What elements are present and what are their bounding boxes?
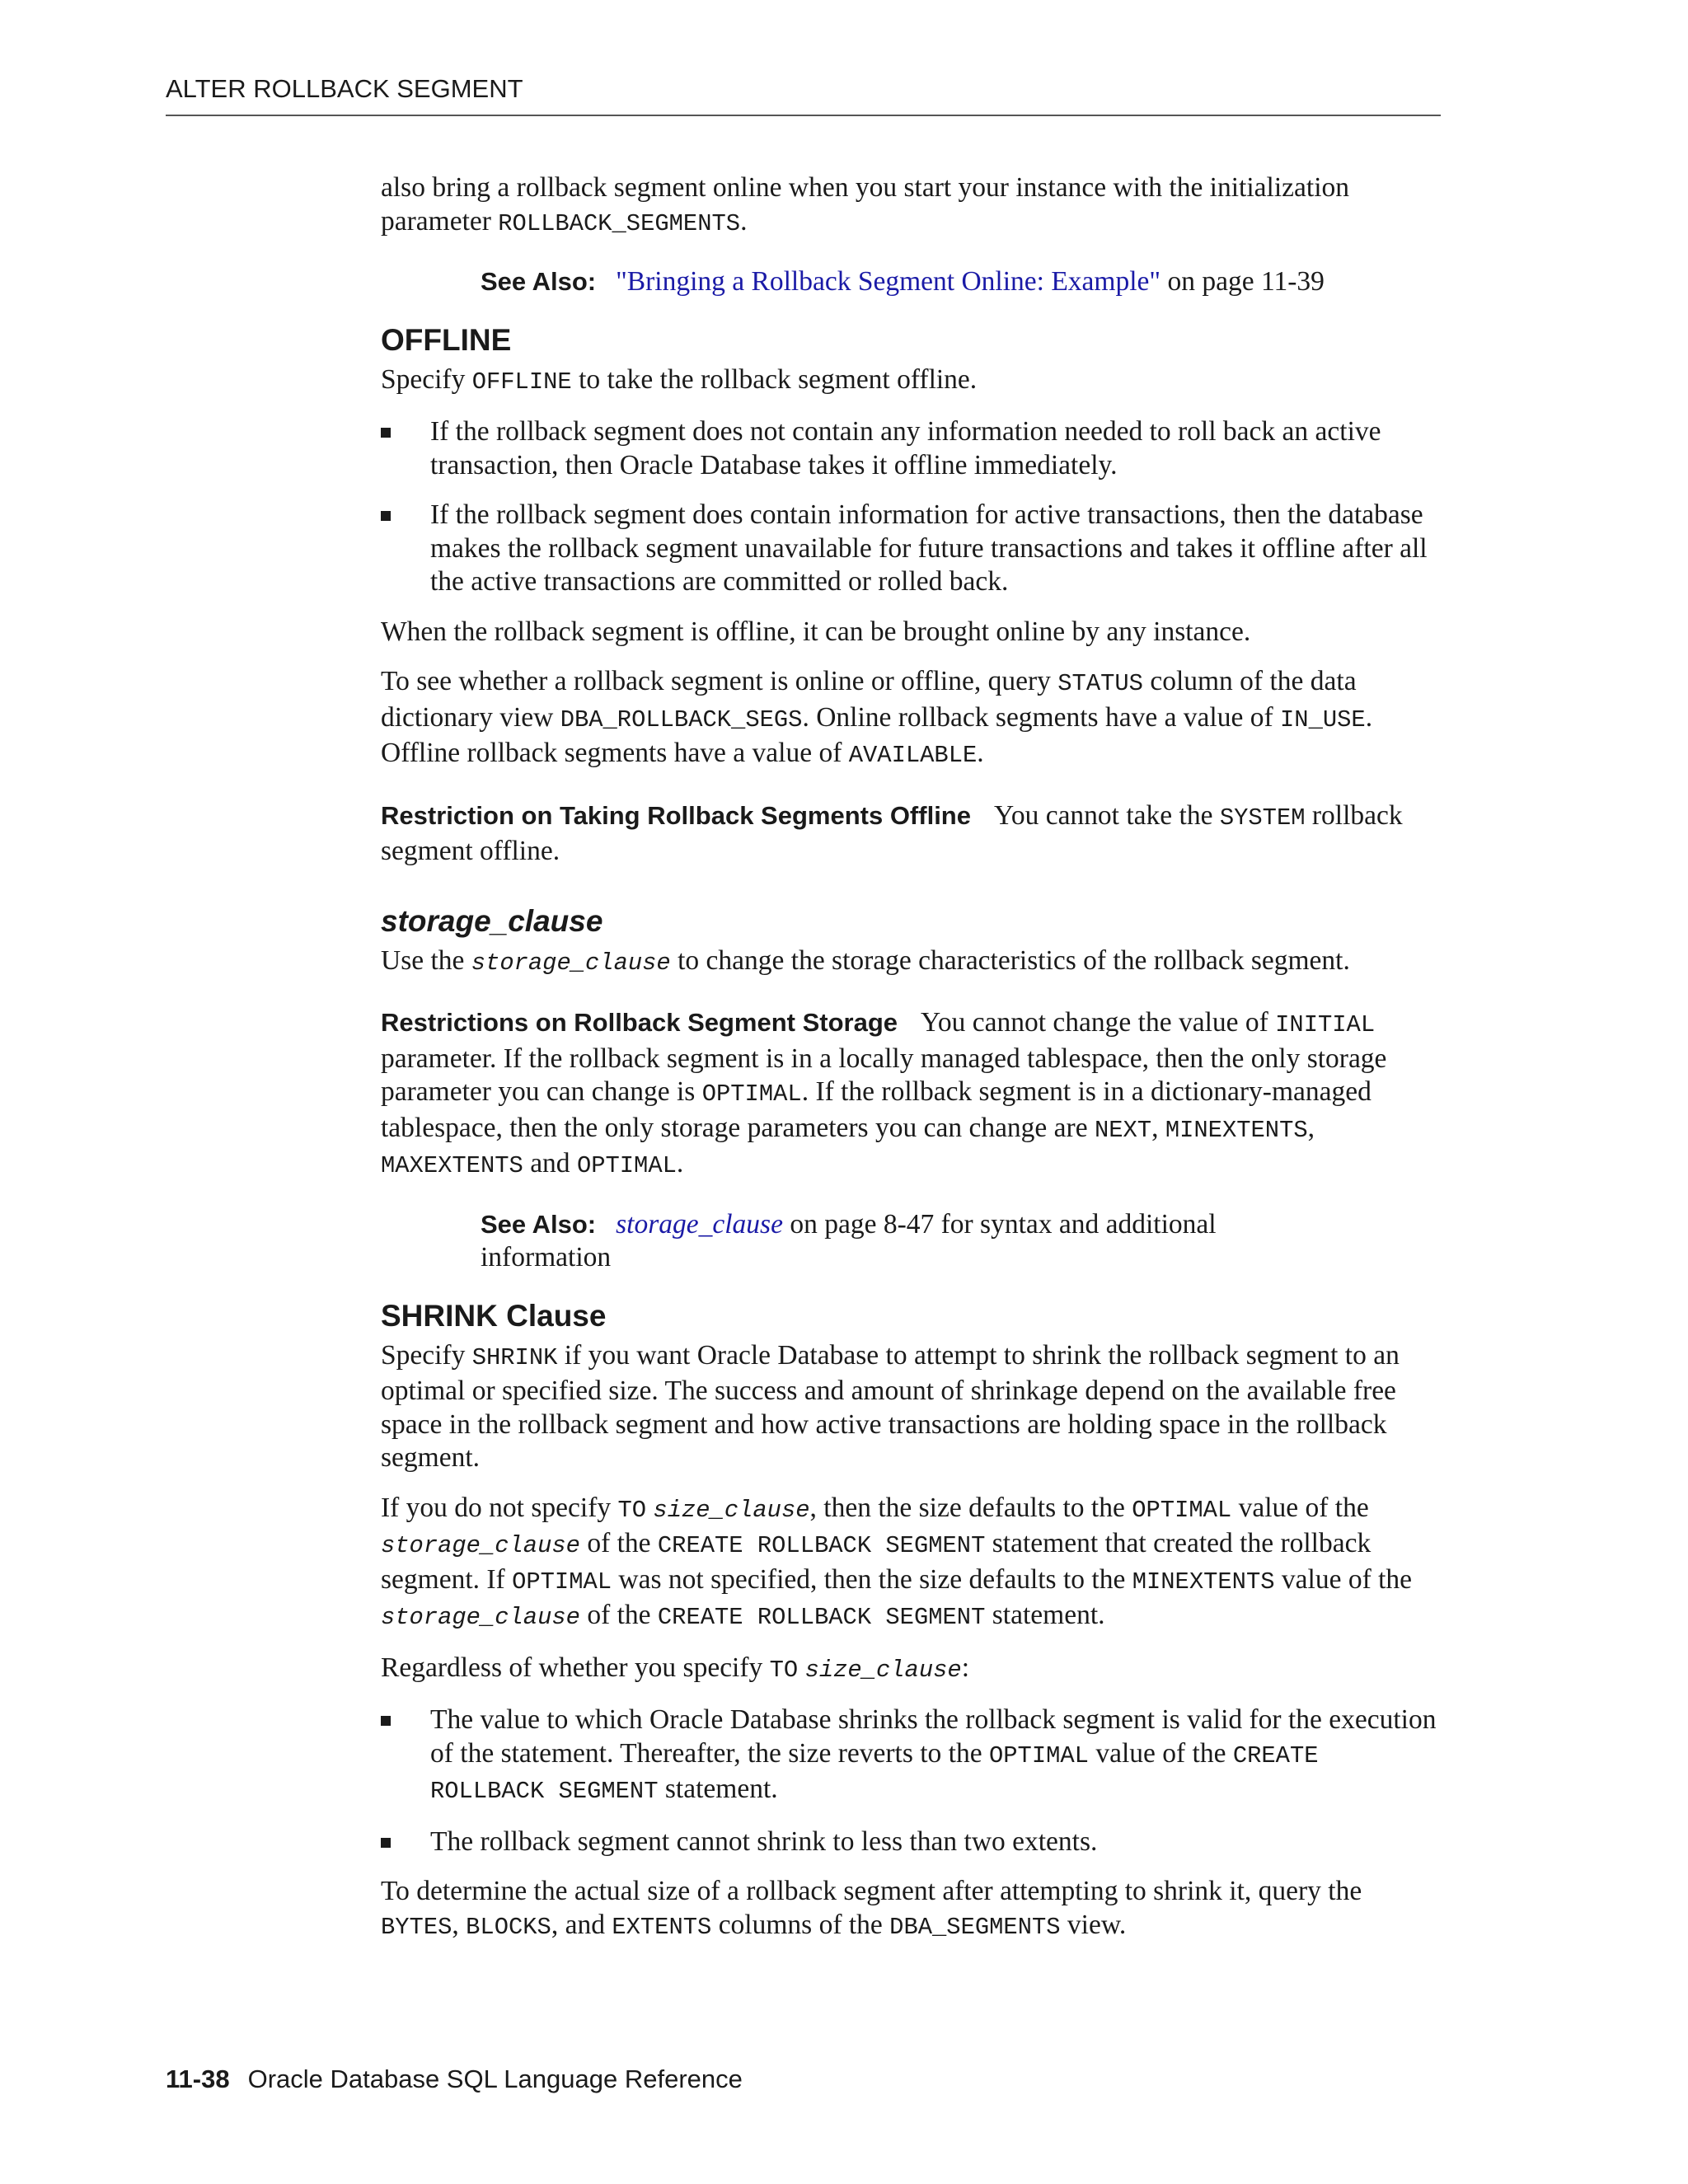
see-also-label: See Also: — [481, 1209, 597, 1239]
shrink-intro: Specify SHRINK if you want Oracle Database to attempt to shrink the rollback segment to an optimal or specified size. The success and amount of shrinkage depend on the available free space in the rollback segment and how active transactions are holding space in the rollback segment. — [381, 1339, 1400, 1473]
intro-paragraph: also bring a rollback segment online when you start your instance with the initialization parameter ROLLBACK_SEGMENTS. — [381, 172, 1350, 237]
page-footer — [166, 2064, 743, 2094]
list-item: The rollback segment cannot shrink to less than two extents. — [381, 1825, 1444, 1859]
shrink-size-defaults: If you do not specify TO size_clause, then the size defaults to the OPTIMAL value of the storage_clause of the CREATE ROLLBACK SEGMENT statement that created the rollback segment. If OPTIMAL was not specified, then the size defaults to the MINEXTENTS value of the storage_clause of the CREATE ROLLBACK SEGMENT statement. — [381, 1492, 1413, 1631]
list-item: If the rollback segment does contain information for active transactions, then the database makes the rollback segment unavailable for future transactions and takes it offline after all the active transactions are committed or rolled back. — [381, 499, 1444, 599]
document-body — [381, 171, 1444, 1961]
offline-brought-online: When the rollback segment is offline, it can be brought online by any instance. — [381, 616, 1251, 647]
offline-intro: Specify OFFLINE to take the rollback segment offline. — [381, 363, 978, 396]
bullet-icon — [381, 428, 391, 438]
see-also-label: See Also: — [481, 267, 597, 296]
list-item: If the rollback segment does not contain any information needed to roll back an active transaction, then Oracle Database takes it offline immediately. — [381, 415, 1444, 482]
offline-bullet-list — [381, 415, 1444, 599]
offline-status-query: To see whether a rollback segment is online or offline, query STATUS column of the data dictionary view DBA_ROLLBACK_SEGS. Online rollback segments have a value of IN_USE. Offline rollback segments have a value of AVAILABLE. — [381, 666, 1373, 769]
book-title: Oracle Database SQL Language Reference — [247, 2064, 743, 2093]
shrink-determine-size: To determine the actual size of a rollback segment after attempting to shrink it, query the BYTES, BLOCKS, and EXTENTS columns of the DBA_SEGMENTS view. — [381, 1876, 1362, 1941]
page-number: 11-38 — [166, 2064, 230, 2093]
offline-restriction: Restriction on Taking Rollback Segments Offline You cannot take the SYSTEM rollback segment offline. — [381, 799, 1403, 866]
bullet-icon — [381, 1838, 391, 1848]
see-also-note: See Also: "Bringing a Rollback Segment Online: Example" on page 11-39 — [481, 266, 1325, 297]
shrink-regardless: Regardless of whether you specify TO size_clause: — [381, 1652, 969, 1684]
bringing-online-example-link[interactable]: "Bringing a Rollback Segment Online: Example" — [616, 266, 1161, 297]
offline-heading: OFFLINE — [381, 322, 512, 357]
header-rule — [166, 115, 1441, 116]
shrink-clause-heading: SHRINK Clause — [381, 1298, 607, 1333]
running-header: ALTER ROLLBACK SEGMENT — [166, 74, 523, 103]
restriction-title: Restrictions on Rollback Segment Storage — [381, 1008, 898, 1037]
storage-intro: Use the storage_clause to change the storage characteristics of the rollback segment. — [381, 944, 1350, 977]
bullet-icon — [381, 1716, 391, 1726]
restriction-title: Restriction on Taking Rollback Segments Offline — [381, 800, 971, 830]
see-also-note: See Also: storage_clause on page 8-47 for syntax and additional information — [481, 1208, 1217, 1272]
shrink-bullet-list — [381, 1704, 1444, 1858]
storage-restriction: Restrictions on Rollback Segment Storage You cannot change the value of INITIAL parameter. If the rollback segment is in a locally managed tablespace, then the only storage parameter you can change is OPTIMAL. If the rollback segment is in a dictionary-managed tablespace, then the only storage parameters you can change are NEXT, MINEXTENTS, MAXEXTENTS and OPTIMAL. — [381, 1007, 1387, 1179]
storage-clause-link[interactable]: storage_clause — [616, 1208, 783, 1240]
list-item: The value to which Oracle Database shrinks the rollback segment is valid for the execution of the statement. Thereafter, the size reverts to the OPTIMAL value of the CREATE ROLLBACK SEGMENT statement. — [381, 1704, 1444, 1809]
bullet-icon — [381, 511, 391, 521]
storage-clause-heading: storage_clause — [381, 903, 603, 938]
